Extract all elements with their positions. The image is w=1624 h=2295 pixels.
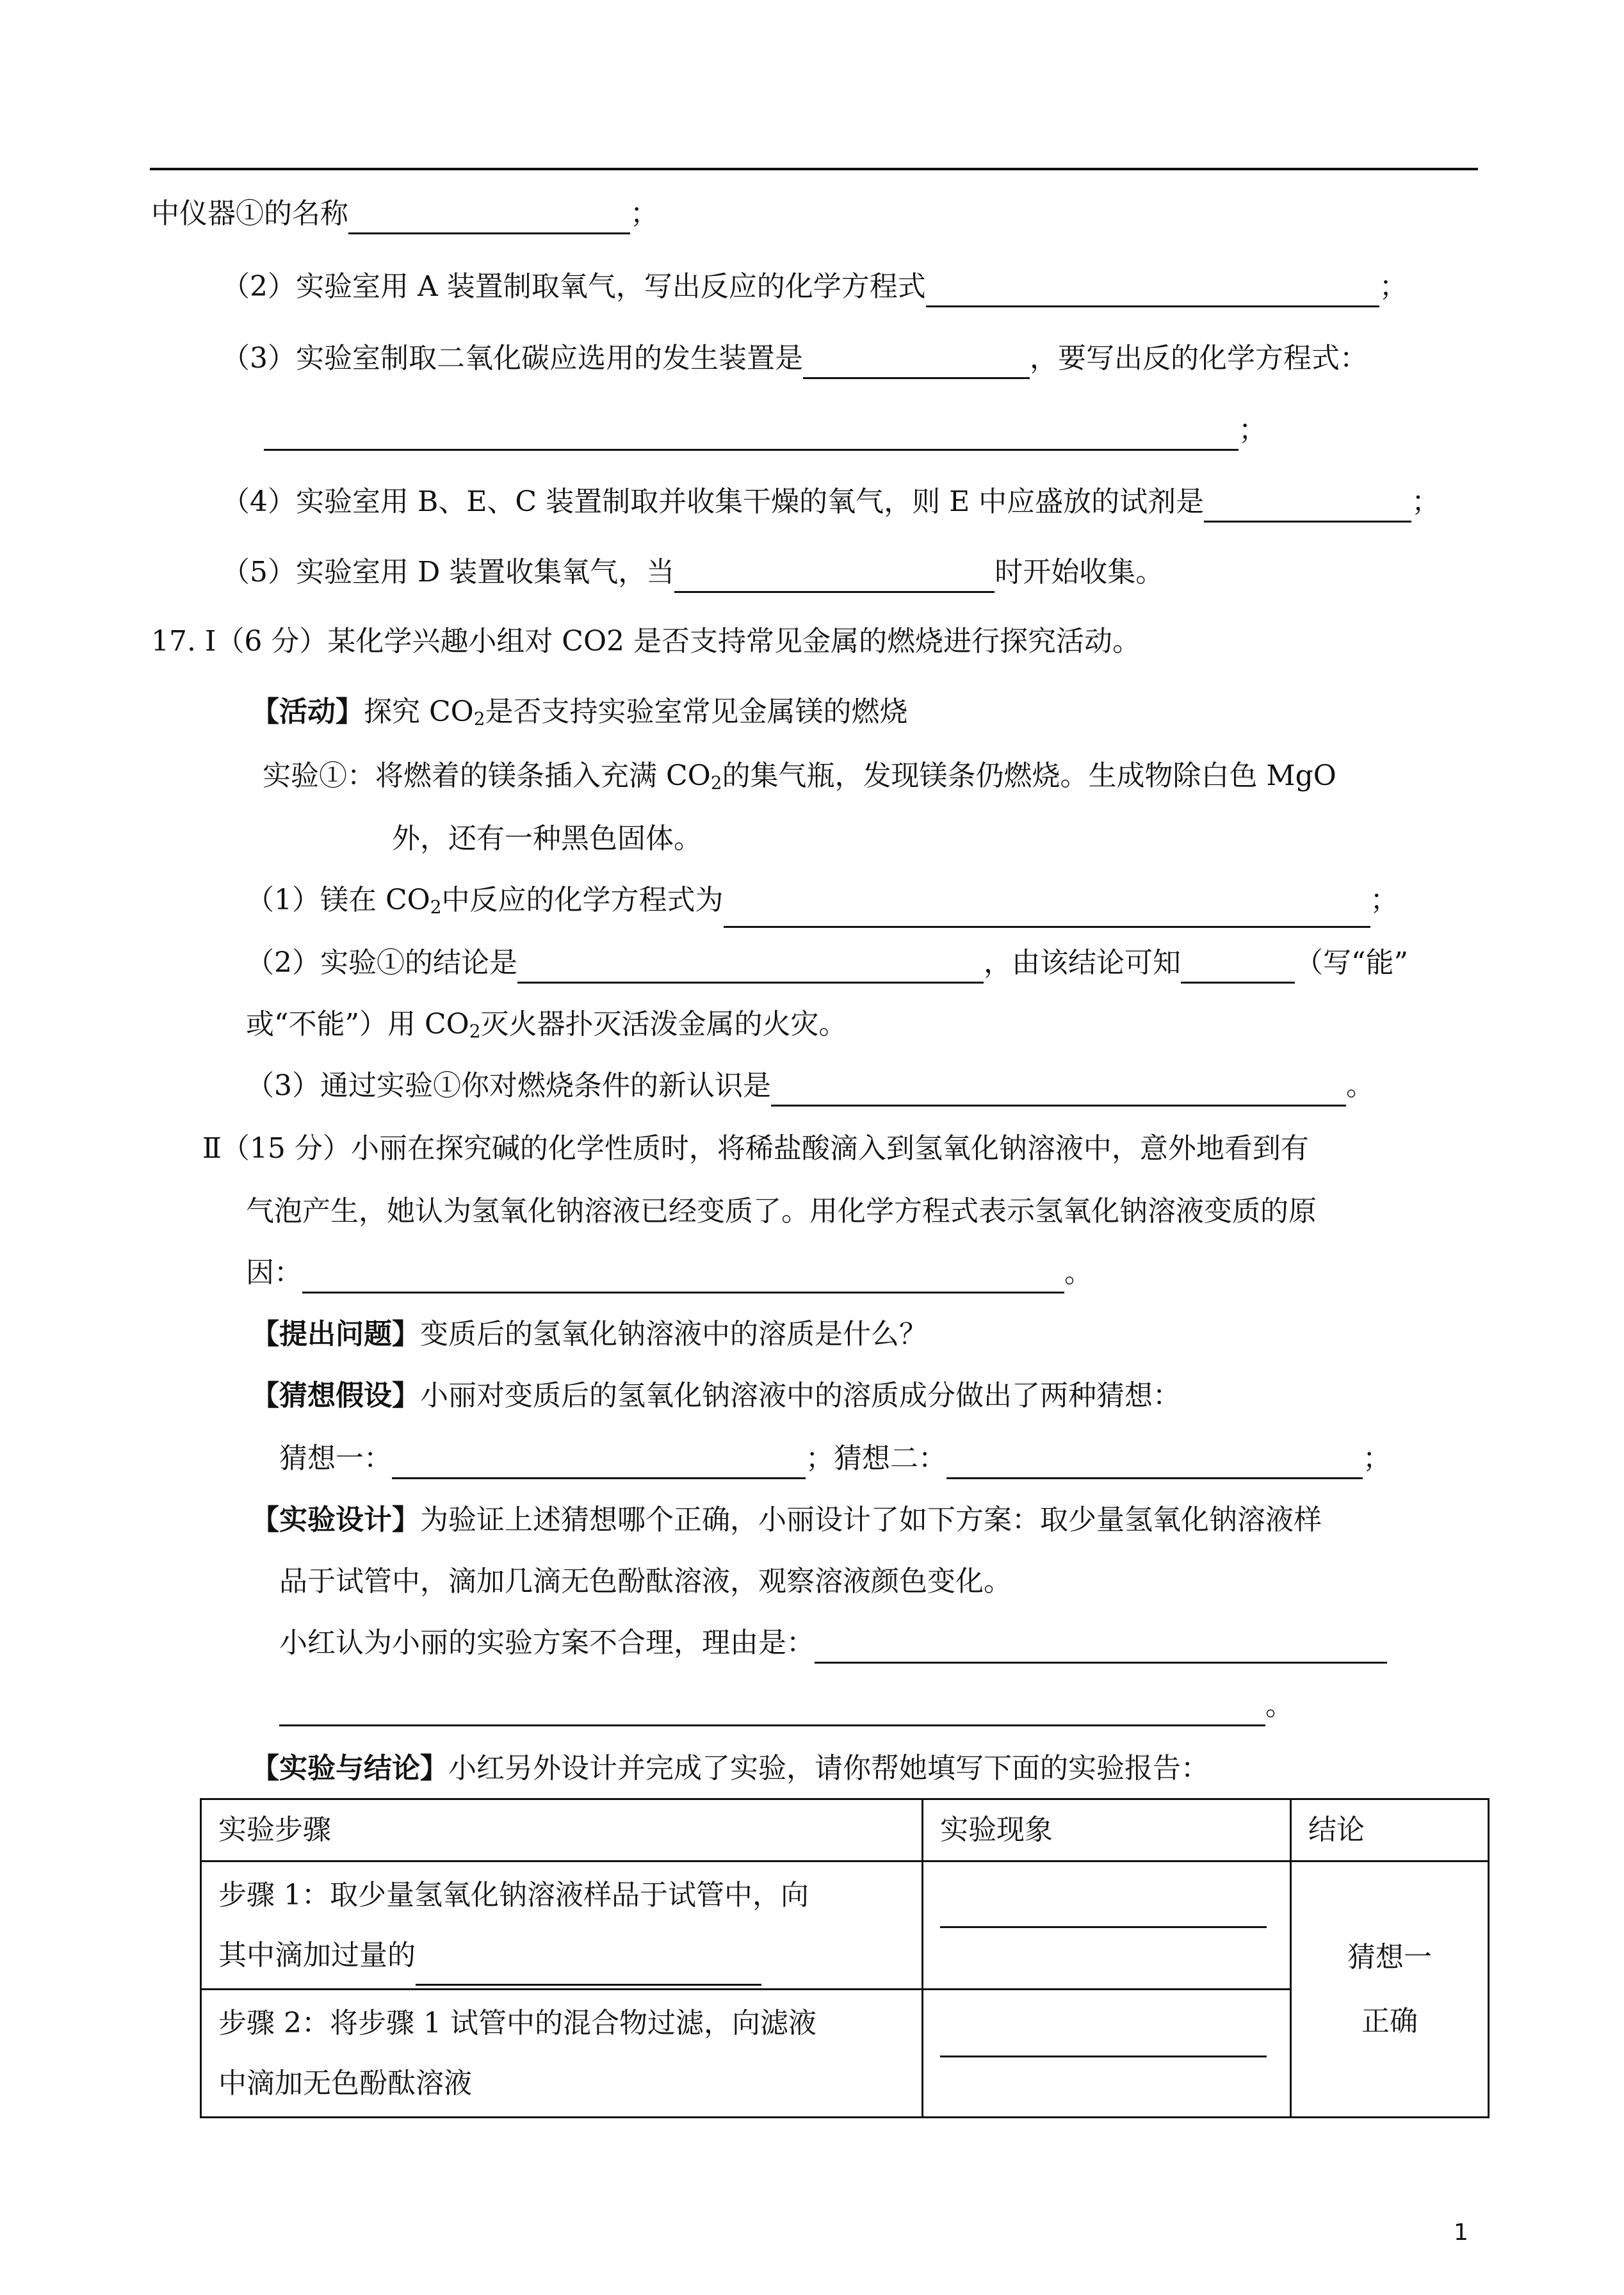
q17-sub-2-cont: 或“不能”）用 $CO_2$灭火器扑灭活泼金属的火灾。 <box>246 1008 847 1042</box>
answer-blank[interactable] <box>771 1071 1346 1107</box>
q17-hypothesis: 【猜想假设】小丽对变质后的氢氧化钠溶液中的溶质成分做出了两种猜想： <box>251 1379 1181 1412</box>
q17-question: 【提出问题】变质后的氢氧化钠溶液中的溶质是什么？ <box>251 1318 927 1350</box>
answer-blank[interactable] <box>264 416 1238 451</box>
header-rule <box>150 168 1478 170</box>
answer-blank[interactable] <box>1204 487 1411 523</box>
answer-blank[interactable] <box>517 948 984 984</box>
phenomenon-2-cell[interactable] <box>923 1990 1291 2118</box>
step-2-text-1: 步骤 2：将步骤 1 试管中的混合物过滤，向滤液 <box>218 2006 816 2040</box>
q17-part2-line3: 因： 。 <box>246 1253 1092 1293</box>
conclusion-line-2: 正确 <box>1361 2004 1418 2038</box>
q17-experiment-1-cont: 外，还有一种黑色固体。 <box>392 822 702 855</box>
q16-item-3: （3）实验室制取二氧化碳应选用的发生装置是 ，要写出反的化学方程式： <box>222 338 1368 379</box>
header-phenomenon: 实验现象 <box>923 1799 1291 1861</box>
q17-design-line2: 品于试管中，滴加几滴无色酚酞溶液，观察溶液颜色变化。 <box>279 1565 1012 1598</box>
answer-blank[interactable] <box>392 1444 806 1479</box>
answer-blank[interactable] <box>279 1691 1265 1726</box>
phenomenon-1-cell[interactable] <box>923 1861 1291 1990</box>
answer-blank[interactable] <box>803 344 1030 379</box>
q17-sub-2: （2）实验①的结论是 ，由该结论可知 （写“能” <box>246 943 1408 984</box>
q17-part2-line1: Ⅱ（15 分）小丽在探究碱的化学性质时，将稀盐酸滴入到氢氧化钠溶液中，意外地看到有 <box>202 1132 1309 1165</box>
answer-blank[interactable] <box>674 558 995 593</box>
conclusion-cell <box>1291 1861 1489 2118</box>
q17-conclusion: 【实验与结论】小红另外设计并完成了实验，请你帮她填写下面的实验报告： <box>251 1752 1209 1785</box>
answer-line <box>940 2056 1267 2057</box>
header-steps: 实验步骤 <box>201 1799 923 1861</box>
q16-item-2: （2）实验室用 A 装置制取氧气，写出反应的化学方程式 ； <box>222 266 1408 307</box>
q16-item-5: （5）实验室用 D 装置收集氧气，当 时开始收集。 <box>222 552 1164 593</box>
step-2-cell <box>201 1990 923 2118</box>
q17-sub-1: （1）镁在 $CO_2$中反应的化学方程式为 ； <box>246 880 1399 928</box>
q17-design-line3: 小红认为小丽的实验方案不合理，理由是： <box>279 1623 1387 1664</box>
q17-title: 17. Ⅰ（6 分）某化学兴趣小组对 CO2 是否支持常见金属的燃烧进行探究活动。 <box>151 625 1141 658</box>
answer-blank[interactable] <box>926 272 1379 307</box>
q17-hypothesis-blanks: 猜想一： ；猜想二： ； <box>279 1438 1391 1479</box>
q16-item-4: （4）实验室用 B、E、C 装置制取并收集干燥的氧气，则 E 中应盛放的试剂是 ； <box>222 482 1440 523</box>
q16-line-cont: 中仪器①的名称 ； <box>151 193 658 234</box>
q17-activity: 【活动】探究 $CO_2$是否支持实验室常见金属镁的燃烧 <box>251 695 908 729</box>
answer-blank[interactable] <box>946 1444 1363 1479</box>
step-1-cell <box>201 1861 923 1990</box>
q17-design-line4: 。 <box>279 1685 1294 1726</box>
q17-design: 【实验设计】为验证上述猜想哪个正确，小丽设计了如下方案：取少量氢氧化钠溶液样 <box>251 1504 1322 1536</box>
answer-line <box>940 1926 1267 1928</box>
q16-item-3-line2: ； <box>264 410 1267 451</box>
answer-blank[interactable] <box>416 1950 761 1986</box>
answer-blank[interactable] <box>348 199 630 234</box>
q17-part2-line2: 气泡产生，她认为氢氧化钠溶液已经变质了。用化学方程式表示氢氧化钠溶液变质的原 <box>246 1195 1317 1228</box>
answer-blank[interactable] <box>1181 948 1295 984</box>
conclusion-line-1: 猜想一 <box>1347 1940 1432 1974</box>
table-row <box>201 1861 1489 1990</box>
answer-blank[interactable] <box>724 893 1370 928</box>
step-1-text-1: 步骤 1：取少量氢氧化钠溶液样品于试管中，向 <box>218 1878 809 1911</box>
step-1-text-2: 其中滴加过量的 <box>218 1926 905 1986</box>
answer-blank[interactable] <box>815 1628 1387 1664</box>
answer-blank[interactable] <box>302 1258 1064 1293</box>
q17-sub-3: （3）通过实验①你对燃烧条件的新认识是 。 <box>246 1066 1374 1107</box>
q17-experiment-1: 实验①：将燃着的镁条插入充满 $CO_2$的集气瓶，发现镁条仍燃烧。生成物除白色 MgO <box>263 759 1336 793</box>
step-2-text-2: 中滴加无色酚酞溶液 <box>218 2066 472 2100</box>
experiment-report-table <box>200 1798 1490 2118</box>
page-number: 1 <box>1454 2219 1468 2246</box>
table-header-row <box>201 1799 1489 1861</box>
header-conclusion: 结论 <box>1291 1799 1489 1861</box>
